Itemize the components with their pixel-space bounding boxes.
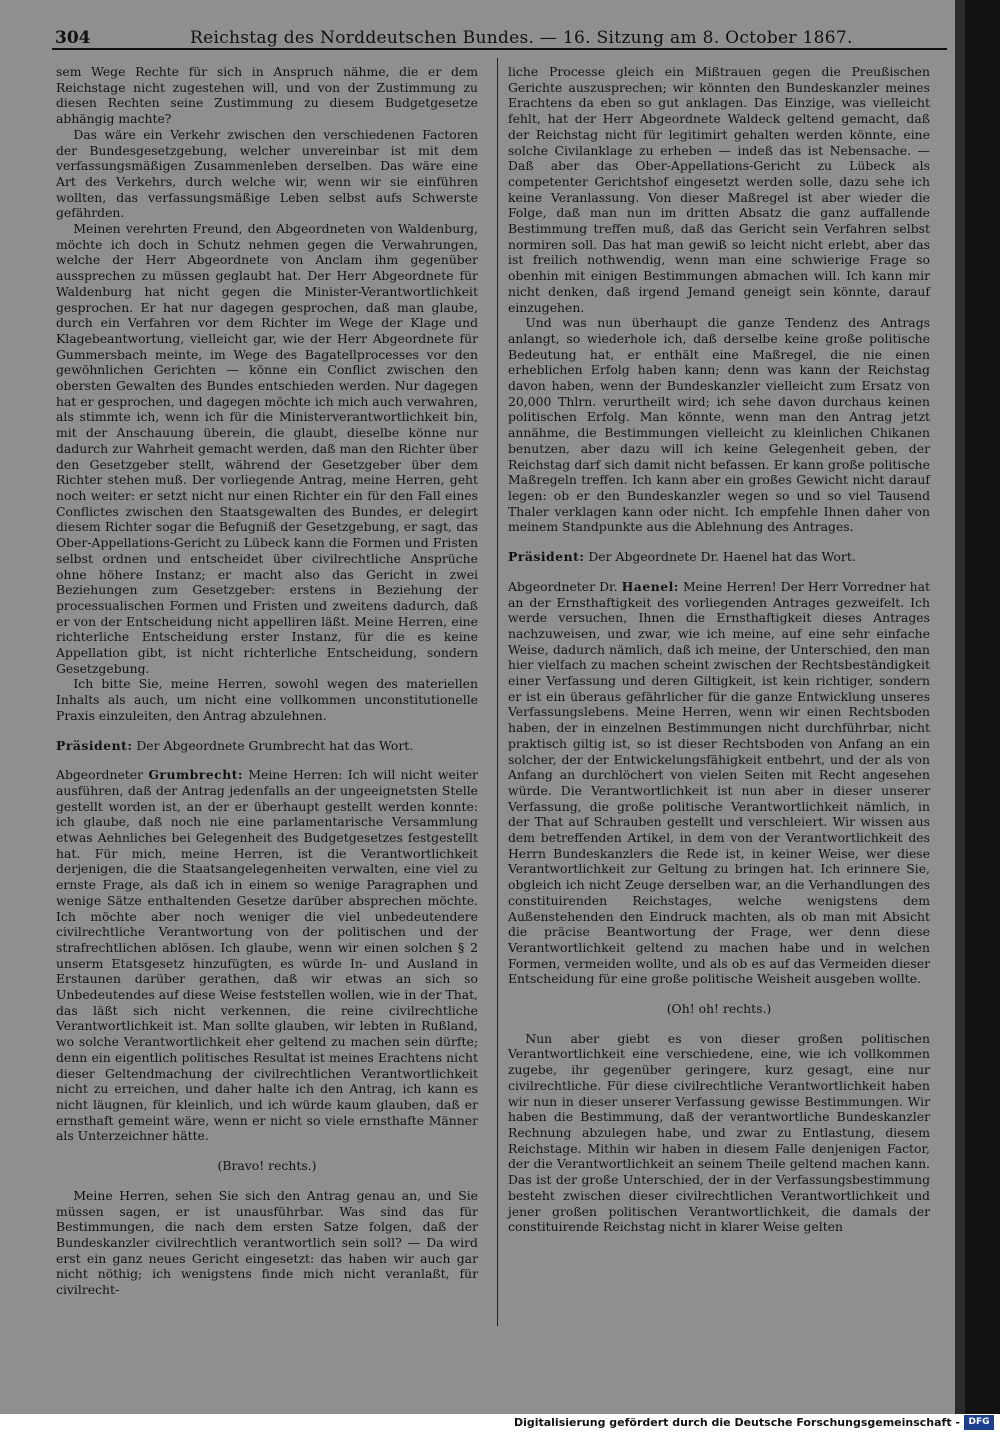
speaker-prefix: Abgeordneter xyxy=(56,767,144,783)
paragraph: Und was nun überhaupt die ganze Tendenz des Antrags anlangt, so wiederhole ich, daß derselbe keine große politische Bedeutung hat, er enthält eine Maßregel, die nie einen erheblichen Erfolg haben kann; denn was kann der Reichstag davon haben, wenn der Bundeskanzler vielleicht zum Ersatz von 20,000 Thlrn. verurtheilt wird; ich sehe davon durchaus keinen politischen Erfolg. Man könnte, wenn man den Antrag jetzt annähme, die Bestimmungen vielleicht zu kleinlichen Chikanen benutzen, aber dazu will ich keine Gelegenheit geben, der Reichstag darf sich damit nicht befassen. Er kann große politische Maßregeln treffen. Ich kann aber ein großes Gewicht nicht darauf legen: ob er den Bundeskanzler wegen so und so viel Tausend Thaler verklagen kann oder nicht. Ich empfehle Ihnen daher von meinem Standpunkte aus die Ablehnung des Antrages. xyxy=(508,315,930,535)
paragraph: Meine Herren, sehen Sie sich den Antrag genau an, und Sie müssen sagen, er ist unausführbar. Was sind das für Bestimmungen, die nach dem ersten Satze folgen, daß der Bundeskanzler civilrechtlich verantwortlich sein soll? — Da wird erst ein ganz neues Gericht eingesetzt: das haben wir auch gar nicht nöthig; ich wenigstens finde mich nicht veranlaßt, für civilrecht- xyxy=(56,1187,478,1298)
paragraph: Meinen verehrten Freund, den Abgeordneten von Waldenburg, möchte ich doch in Schutz nehmen gegen die Verwahrungen, welche der Herr Abgeordnete von Anclam ihm gegenüber aussprechen zu müssen geglaubt hat. Der Herr Abgeordnete für Waldenburg hat nicht gegen die Minister-Verantwortlichkeit gesprochen. Er hat nur dagegen gesprochen, daß man glaube, durch ein Verfahren vor dem Richter im Wege der Klage und Klagebeantwortung, vielleicht gar, wie der Herr Abgeordnete für Gummersbach meinte, im Wege des Bagatellprocesses vor den gewöhnlichen Gerichten — könne ein Conflict zwischen den obersten Gewalten des Bundes entschieden werden. Nur dagegen hat er gesprochen, und dagegen möchte ich mich auch verwahren, als stimmte ich, wenn ich für die Ministerverantwortlichkeit bin, mit der Anschauung überein, die glaubt, dieselbe könne nur dadurch zur Wahrheit gemacht werden, daß man den Richter über den Gesetzgeber stellt, während der Gesetzgeber über dem Richter stehen muß. Der vorliegende Antrag, meine Herren, geht noch weiter: er setzt nicht nur einen Richter ein für den Fall eines Conflictes zwischen den Staatsgewalten des Bundes, er delegirt diesem Richter sogar die Befugniß der Gesetzgebung, er sagt, das Ober-Appellations-Gericht zu Lübeck kann die Formen und Fristen selbst ordnen und entscheidet über civilrechtliche Ansprüche ohne höhere Instanz; er macht also das Gericht in zwei Beziehungen zum Gesetzgeber: erstens in Beziehung der processualischen Formen und Fristen und zweitens dadurch, daß er von der Entscheidung nicht appelliren läßt. Meine Herren, eine richterliche Entscheidung erster Instanz, für die es keine Appellation gibt, ist nicht richterliche Entscheidung, sondern Gesetzgebung. xyxy=(56,221,478,676)
interjection: (Oh! oh! rechts.) xyxy=(666,1001,772,1017)
speaker-line xyxy=(56,738,478,754)
footer xyxy=(0,1414,1000,1432)
paragraph: Das wäre ein Verkehr zwischen den verschiedenen Factoren der Bundesgesetzgebung, welcher unvereinbar ist mit dem verfassungsmäßigen Zusammenleben derselben. Das wäre eine Art des Verkehrs, durch welche wir, wenn wir sie einführen wollten, das verfassungsmäßige Leben selbst aufs Schwerste gefährden. xyxy=(56,126,478,221)
paragraph: Ich bitte Sie, meine Herren, sowohl wegen des materiellen Inhalts als auch, um nicht eine vollkommen unconstitutionelle Praxis einzuleiten, den Antrag abzulehnen. xyxy=(56,676,478,723)
column-divider xyxy=(497,58,498,1326)
speaker-text: Der Abgeordnete Grumbrecht hat das Wort. xyxy=(136,737,414,753)
paragraph: Nun aber giebt es von dieser großen politischen Verantwortlichkeit eine verschiedene, eine, wie ich vollkommen zugebe, ihr gegenüber geringere, kurz gesagt, eine nur civilrechtliche. Für diese civilrechtliche Verantwortlichkeit haben wir nun in dieser unserer Verfassung gewisse Bestimmungen. Wir haben die Bestimmung, daß der verantwortliche Bundeskanzler Rechnung abzulegen habe, und zwar zu Entlastung, diesem Reichstage. Mithin wir haben in diesem Falle denjenigen Factor, der die Verantwortlichkeit an seinem Theile geltend machen kann. Das ist der große Unterschied, der in der Verfassungsbestimmung besteht zwischen dieser civilrechtlichen Verantwortlichkeit und jener großen politischen Verantwortlichkeit, die damals der constituirende Reichstag nicht in klarer Weise gelten xyxy=(508,1030,930,1235)
interjection: (Bravo! rechts.) xyxy=(217,1158,317,1174)
binding-edge xyxy=(965,0,1000,1414)
speech-text: Meine Herren! Der Herr Vorredner hat an der Ernsthaftigkeit des vorliegenden Antrages gezweifelt. Ich werde versuchen, Ihnen die Ernsthaftigkeit dieses Antrages nachzuweisen, und zwar, wie ich meine, auf eine sehr einfache Weise, dadurch nämlich, daß ich meine, der Unterschied, den man hier vielfach zu machen scheint zwischen der Rechtsbeständigkeit einer Verfassung und deren Giltigkeit, ist kein richtiger, sondern er ist ein überaus gefährlicher für die ganze Entwicklung unseres Verfassungslebens. Meine Herren, wenn wir einen Rechtsboden haben, der in einzelnen Bestimmungen nicht durchführbar, nicht praktisch giltig ist, so ist dieser Rechtsboden von Anfang an ein solcher, der der Entwickelungsfähigkeit entbehrt, und der als von Anfang an durchlöchert von vielen Seiten mit Recht angesehen würde. Die Verantwortlichkeit ist nun aber in dieser unserer Verfassung, die große politische Verantwortlichkeit nämlich, in der That auf Schrauben gestellt und verschleiert. Wir wissen aus dem betreffenden Artikel, in dem von der Verantwortlichkeit des Herrn Bundeskanzlers die Rede ist, in keiner Weise, wer diese Verantwortlichkeit zur Geltung zu bringen hat. Ich erinnere Sie, obgleich ich nicht Zeuge derselben war, an die Verhandlungen des constituirenden Reichstages, welche wenigstens dem Außenstehenden den Eindruck machten, als ob man mit Absicht die präcise Beantwortung der Frage, wer denn diese Verantwortlichkeit geltend zu machen habe und in welchen Formen, vermeiden wollte, und als ob es auf das Vermeiden dieser Entscheidung für eine große politische Weisheit ausgeben wollte. xyxy=(508,578,930,987)
right-column xyxy=(508,64,930,1235)
speaker-label: Präsident: xyxy=(508,549,585,565)
speech xyxy=(508,579,930,987)
page-number: 304 xyxy=(55,28,91,48)
speech xyxy=(56,767,478,1144)
speaker-label: Haenel: xyxy=(621,578,679,594)
speaker-label: Grumbrecht: xyxy=(148,767,243,783)
binding-edge-shadow xyxy=(955,0,965,1414)
running-title: Reichstag des Norddeutschen Bundes. — 16. Sitzung am 8. October 1867. xyxy=(190,28,853,48)
paragraph: liche Processe gleich ein Mißtrauen gegen die Preußischen Gerichte auszusprechen; wir könnten den Bundeskanzler meines Erachtens da eben so gut anklagen. Das Einzige, was vielleicht fehlt, hat der Herr Abgeordnete Waldeck geltend gemacht, daß der Reichstag nicht für legitimirt gehalten werden könnte, eine solche Civilanklage zu erheben — indeß das ist Nebensache. — Daß aber das Ober-Appellations-Gericht zu Lübeck als competenter Gerichtshof eingesetzt werden solle, dazu sehe ich keine Veranlassung. Von dieser Maßregel ist aber wieder die Folge, daß man nun im dritten Absatz die ganz auffallende Bestimmung treffen muß, daß das Gericht sein Verfahren selbst normiren soll. Das hat man gewiß so leicht nicht erlebt, aber das ist freilich nothwendig, wenn man eine schwierige Frage so obenhin mit einigen Bestimmungen abmachen will. Ich kann mir nicht denken, daß irgend Jemand geneigt sein könnte, darauf einzugehen. xyxy=(508,64,930,315)
speaker-prefix: Abgeordneter Dr. xyxy=(508,578,618,594)
header-rule xyxy=(52,48,947,50)
speech-text: Meine Herren: Ich will nicht weiter ausführen, daß der Antrag jedenfalls an der ungeeignetsten Stelle gestellt worden ist, an der er überhaupt gestellt werden konnte: ich glaube, daß noch nie eine parlamentarische Versammlung etwas Aehnliches bei Gelegenheit des Budgetgesetzes festgestellt hat. Für mich, meine Herren, ist die Verantwortlichkeit derjenigen, die die Staatsangelegenheiten verwalten, eine viel zu ernste Frage, als daß ich in einem so wenige Paragraphen und wenige Sätze enthaltenden Gesetze darüber absprechen möchte. Ich möchte aber noch weniger die viel unbedeutendere civilrechtliche Verantwortung von der politischen und der strafrechtlichen ablösen. Ich glaube, wenn wir einen solchen § 2 unserm Etatsgesetz hinzufügten, es würde In- und Ausland in Erstaunen darüber gerathen, daß wir etwas an sich so Unbedeutendes auf diese Weise feststellen wollen, wie in der That, das läßt sich nicht verkennen, die reine civilrechtliche Verantwortlichkeit ist. Man sollte glauben, wir lebten in Rußland, wo solche Verantwortlichkeit eher geltend zu machen sein dürfte; denn ein eigentlich politisches Resultat ist meines Erachtens nicht dieser Geltendmachung der civilrechtlichen Verantwortlichkeit nicht zu erreichen, und daher halte ich den Antrag, ich kann es nicht läugnen, für kleinlich, und ich würde kaum glauben, daß er ernsthaft gemeint wäre, wenn er nicht so viele ernsthafte Männer als Unterzeichner hätte. xyxy=(56,767,478,1144)
dfg-logo: DFG xyxy=(964,1415,994,1430)
running-header xyxy=(40,20,940,50)
speaker-label: Präsident: xyxy=(56,737,133,753)
left-column xyxy=(56,64,478,1298)
speaker-text: Der Abgeordnete Dr. Haenel hat das Wort. xyxy=(588,549,856,565)
paragraph: sem Wege Rechte für sich in Anspruch nähme, die er dem Reichstage nicht zugestehen will, und von der Zustimmung zu diesen Rechten seine Zustimmung zu diesem Budgetgesetze abhängig machte? xyxy=(56,64,478,127)
speaker-line xyxy=(508,549,930,565)
funding-credit: Digitalisierung gefördert durch die Deutsche Forschungsgemeinschaft - xyxy=(513,1416,960,1429)
